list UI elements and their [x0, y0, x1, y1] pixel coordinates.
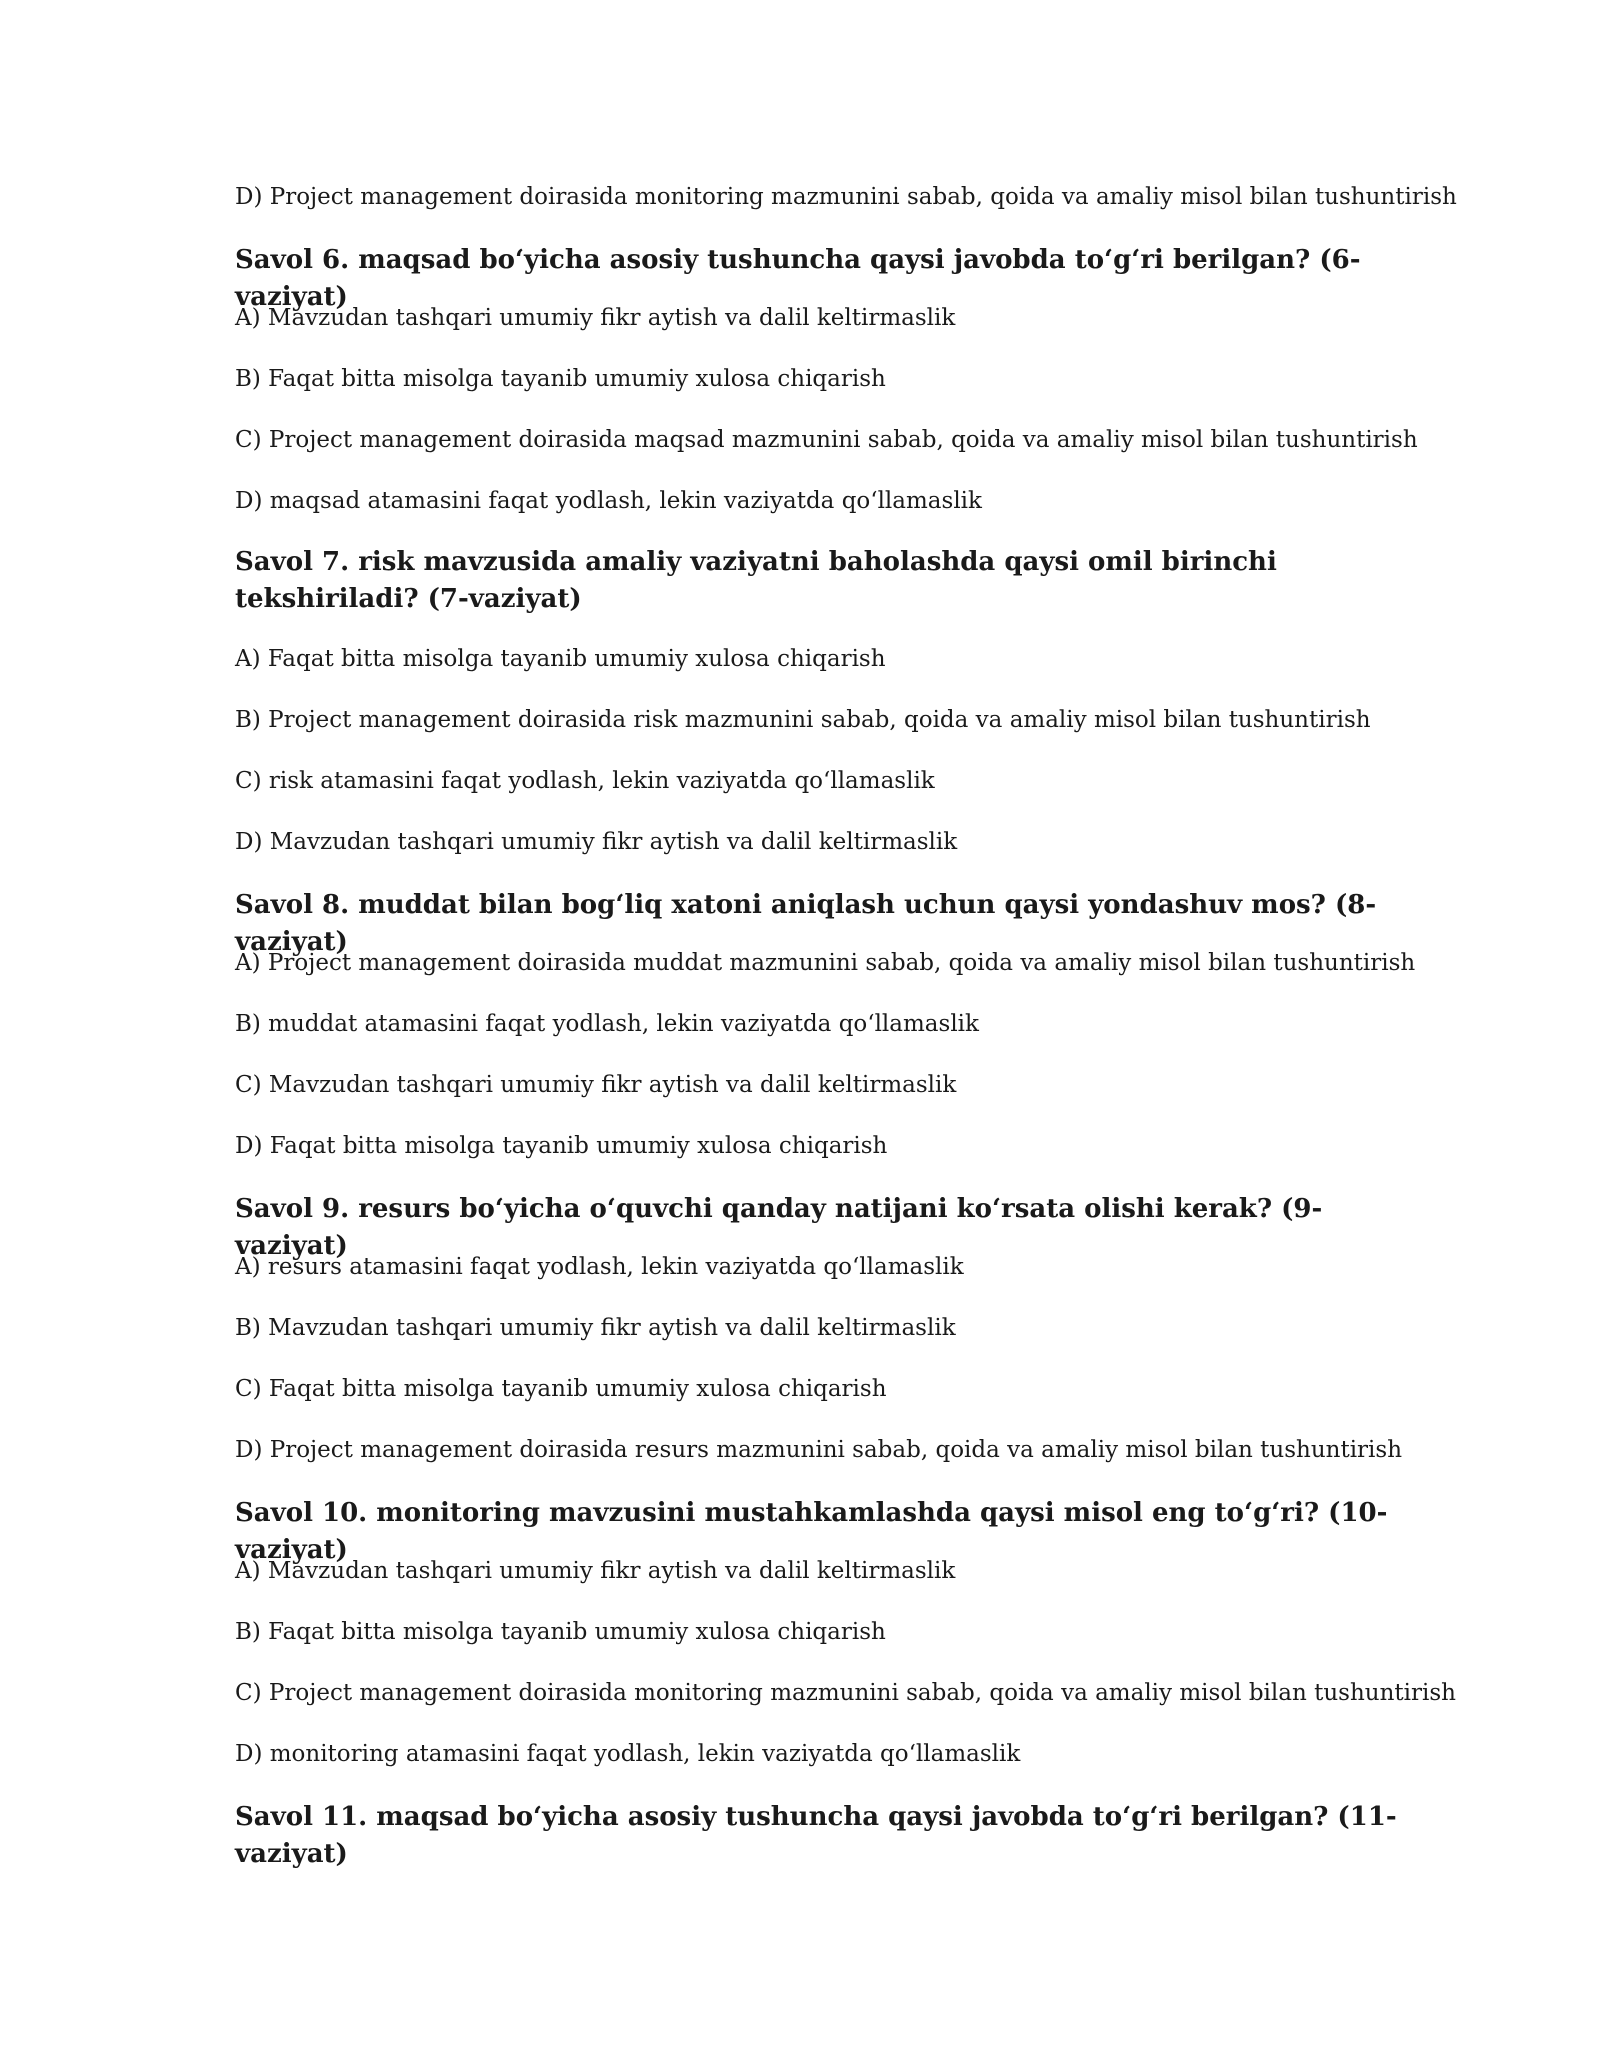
- option-d: D) Mavzudan tashqari umumiy fikr aytish va dalil keltirmaslik: [235, 829, 958, 855]
- option-d: D) Project management doirasida resurs mazmunini sabab, qoida va amaliy misol bilan tushuntirish: [235, 1437, 1403, 1463]
- question-title: Savol 9. resurs bo‘yicha o‘quvchi qanday natijani ko‘rsata olishi kerak? (9-vaziyat): [235, 1194, 1323, 1261]
- lead-option: D) Project management doirasida monitoring mazmunini sabab, qoida va amaliy misol bilan tushuntirish: [235, 184, 1457, 210]
- question-9: [235, 1191, 1415, 1496]
- question-title: Savol 7. risk mavzusida amaliy vaziyatni baholashda qaysi omil birinchi tekshiriladi? (7-vaziyat): [235, 547, 1277, 614]
- question-title: Savol 8. muddat bilan bog‘liq xatoni aniqlash uchun qaysi yondashuv mos? (8-vaziyat): [235, 890, 1377, 957]
- question-6: [235, 242, 1418, 547]
- question-title: Savol 6. maqsad bo‘yicha asosiy tushuncha qaysi javobda to‘g‘ri berilgan? (6-vaziyat): [235, 245, 1361, 312]
- option-d: D) maqsad atamasini faqat yodlash, lekin vaziyatda qo‘llamaslik: [235, 488, 982, 514]
- question-7: [235, 544, 1415, 888]
- question-8: [235, 887, 1415, 1192]
- option-b: B) Faqat bitta misolga tayanib umumiy xulosa chiqarish: [235, 366, 886, 392]
- option-c: C) risk atamasini faqat yodlash, lekin vaziyatda qo‘llamaslik: [235, 768, 935, 794]
- option-b: B) Mavzudan tashqari umumiy fikr aytish va dalil keltirmaslik: [235, 1315, 956, 1341]
- option-d: D) monitoring atamasini faqat yodlash, lekin vaziyatda qo‘llamaslik: [235, 1741, 1021, 1767]
- question-title: Savol 11. maqsad bo‘yicha asosiy tushuncha qaysi javobda to‘g‘ri berilgan? (11-vaziyat): [235, 1802, 1397, 1869]
- option-c: C) Mavzudan tashqari umumiy fikr aytish va dalil keltirmaslik: [235, 1072, 957, 1098]
- question-10: [235, 1495, 1456, 1800]
- option-a: A) resurs atamasini faqat yodlash, lekin vaziyatda qo‘llamaslik: [235, 1254, 964, 1280]
- option-a: A) Mavzudan tashqari umumiy fikr aytish va dalil keltirmaslik: [235, 1558, 956, 1584]
- option-c: C) Project management doirasida maqsad mazmunini sabab, qoida va amaliy misol bilan tushuntirish: [235, 427, 1418, 453]
- document-page: [235, 182, 1457, 1869]
- option-b: B) muddat atamasini faqat yodlash, lekin vaziyatda qo‘llamaslik: [235, 1011, 979, 1037]
- option-a: A) Mavzudan tashqari umumiy fikr aytish va dalil keltirmaslik: [235, 305, 956, 331]
- option-b: B) Project management doirasida risk mazmunini sabab, qoida va amaliy misol bilan tushuntirish: [235, 707, 1371, 733]
- question-title: Savol 10. monitoring mavzusini mustahkamlashda qaysi misol eng to‘g‘ri? (10-vaziyat): [235, 1498, 1388, 1565]
- option-c: C) Project management doirasida monitoring mazmunini sabab, qoida va amaliy misol bilan tushuntirish: [235, 1680, 1456, 1706]
- option-a: A) Faqat bitta misolga tayanib umumiy xulosa chiqarish: [235, 646, 886, 672]
- option-b: B) Faqat bitta misolga tayanib umumiy xulosa chiqarish: [235, 1619, 886, 1645]
- question-11: [235, 1799, 1415, 1869]
- option-d: D) Faqat bitta misolga tayanib umumiy xulosa chiqarish: [235, 1133, 888, 1159]
- option-a: A) Project management doirasida muddat mazmunini sabab, qoida va amaliy misol bilan tushuntirish: [235, 950, 1416, 976]
- option-c: C) Faqat bitta misolga tayanib umumiy xulosa chiqarish: [235, 1376, 887, 1402]
